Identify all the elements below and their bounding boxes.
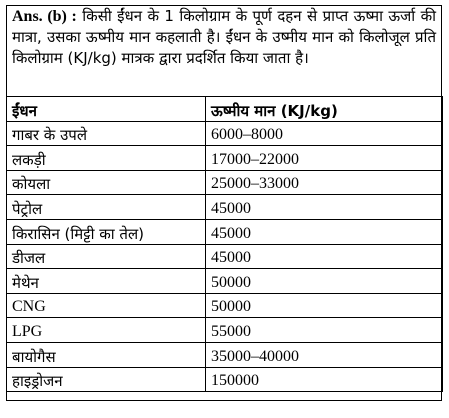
value-cell: 150000 bbox=[206, 367, 443, 392]
fuel-cell: कोयला bbox=[7, 170, 206, 195]
fuel-cell: गाबर के उपले bbox=[7, 121, 206, 146]
table-row bbox=[7, 219, 443, 244]
table-row bbox=[7, 170, 443, 195]
table-row bbox=[7, 367, 443, 392]
header-calorific-value: ऊष्मीय मान (KJ/kg) bbox=[206, 97, 443, 122]
fuel-cell: बायोगैस bbox=[7, 342, 206, 367]
value-cell: 17000–22000 bbox=[206, 146, 443, 171]
value-cell: 45000 bbox=[206, 244, 443, 269]
value-cell: 50000 bbox=[206, 293, 443, 318]
answer-text: किसी ईंधन के 1 किलोग्राम के पूर्ण दहन से प्राप्त ऊष्मा ऊर्जा की मात्रा, उसका ऊष्मीय मान कहलाती है। ईंधन के उष्मीय मान को किलोजूल प्रति किलोग्राम (KJ/kg) मात्रक द्वारा प्रदर्शित किया जाता है। bbox=[12, 7, 436, 67]
table-row bbox=[7, 318, 443, 343]
table-row bbox=[7, 244, 443, 269]
answer-label: Ans. (b) : bbox=[12, 8, 77, 25]
table-row bbox=[7, 342, 443, 367]
table-row bbox=[7, 195, 443, 220]
fuel-cell: CNG bbox=[7, 293, 206, 318]
fuel-cell: किरासिन (मिट्टी का तेल) bbox=[7, 219, 206, 244]
table-row bbox=[7, 269, 443, 294]
fuel-cell: पेट्रोल bbox=[7, 195, 206, 220]
table-row bbox=[7, 146, 443, 171]
table-header-row bbox=[7, 97, 443, 122]
value-cell: 50000 bbox=[206, 269, 443, 294]
value-cell: 6000–8000 bbox=[206, 121, 443, 146]
fuel-cell: LPG bbox=[7, 318, 206, 343]
value-cell: 35000–40000 bbox=[206, 342, 443, 367]
fuel-cell: हाइड्रोजन bbox=[7, 367, 206, 392]
fuel-cell: डीजल bbox=[7, 244, 206, 269]
table-row bbox=[7, 293, 443, 318]
fuel-calorific-value-table bbox=[6, 96, 443, 392]
answer-paragraph bbox=[12, 6, 436, 69]
table-row bbox=[7, 121, 443, 146]
fuel-cell: मेथेन bbox=[7, 269, 206, 294]
value-cell: 25000–33000 bbox=[206, 170, 443, 195]
value-cell: 55000 bbox=[206, 318, 443, 343]
header-fuel: ईंधन bbox=[7, 97, 206, 122]
value-cell: 45000 bbox=[206, 219, 443, 244]
value-cell: 45000 bbox=[206, 195, 443, 220]
fuel-cell: लकड़ी bbox=[7, 146, 206, 171]
